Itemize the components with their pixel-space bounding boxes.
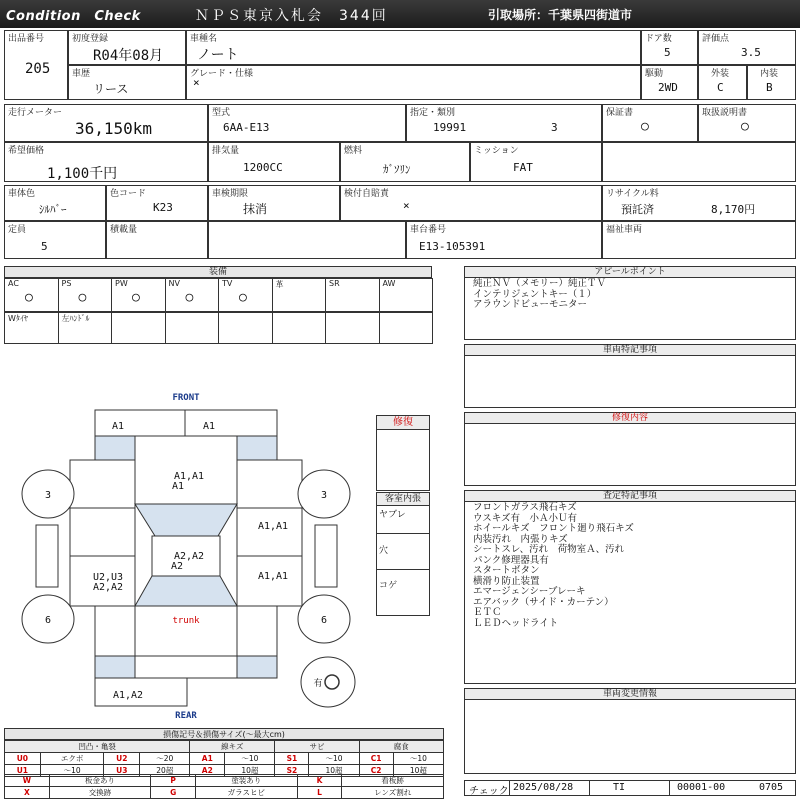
inspection-box	[208, 185, 340, 221]
legend-desc: 看板跡	[342, 775, 444, 787]
equipment-cell	[325, 312, 380, 344]
legend-desc: 〜10	[225, 753, 275, 765]
repair-detail-title: 修復内容	[465, 413, 795, 424]
drive: 2WD	[658, 81, 678, 94]
legend-row	[5, 753, 444, 765]
equipment-cell	[111, 312, 166, 344]
legend-group-row	[5, 741, 444, 753]
drive-box	[641, 65, 698, 100]
equipment-mark: ○	[132, 290, 140, 305]
model-label: 型式	[212, 108, 231, 118]
inspection: 抹消	[243, 202, 268, 216]
legend-code: P	[151, 775, 196, 787]
color: ｼﾙﾊﾞｰ	[39, 203, 67, 216]
recycle-label: リサイクル料	[606, 189, 659, 199]
equipment-cell	[111, 278, 166, 312]
repair-legend-table	[4, 774, 444, 799]
legend-desc: 20超	[140, 765, 190, 777]
equipment-cell	[165, 278, 220, 312]
welfare-box	[602, 221, 796, 259]
rear-label: REAR	[175, 711, 197, 721]
front-label: FRONT	[172, 393, 200, 403]
equipment-label: NV	[168, 279, 180, 288]
special-notes-section	[464, 344, 796, 408]
divider	[669, 781, 670, 795]
model: 6AA-E13	[223, 121, 270, 134]
appeal-section	[464, 266, 796, 340]
lot-number-box	[4, 30, 68, 100]
code2: 0705	[759, 782, 784, 793]
price-box	[4, 142, 208, 182]
insurance: ×	[403, 199, 410, 212]
cabin-title: 客室内張	[377, 493, 429, 506]
interior: B	[766, 81, 773, 94]
legend-row	[5, 787, 444, 799]
car-name-box	[186, 30, 641, 65]
legend-desc: 交換跡	[49, 787, 151, 799]
inspection-notes-text: フロントガラス飛石キズ ウスキズ有 小Ａ小Ｕ有 ホイールキズ フロント廻り飛石キズ 内装汚れ 内張りキズ シートスレ、汚れ 荷物室Ａ、汚れ パンク修理器具有 スタートボタン 横滑り防止装置 エマージェンシーブレーキ エアバック（サイド・カーテン） ＥＴＣ ＬＥＤヘッドライト	[473, 502, 634, 629]
doors-label: ドア数	[645, 34, 672, 44]
legend-code: X	[5, 787, 50, 799]
hood-damage-2: A1	[171, 481, 185, 492]
inspection-notes-title: 査定特記事項	[465, 491, 795, 502]
history: リース	[93, 82, 129, 96]
legend-code: C2	[359, 765, 393, 777]
equipment-mark: ○	[25, 290, 33, 305]
legend-code: S1	[275, 753, 309, 765]
divider	[377, 569, 429, 570]
displacement-box	[208, 142, 340, 182]
designation-label: 指定・類別	[410, 108, 456, 118]
color-code-label: 色コード	[110, 189, 147, 199]
mileage-box	[4, 104, 208, 142]
check-label: チェック	[469, 786, 509, 797]
history-box	[68, 65, 186, 100]
legend-code: S2	[275, 765, 309, 777]
mission-box	[470, 142, 602, 182]
recycle-status: 預託済	[621, 203, 654, 216]
legend-title: 損傷記号＆損傷サイズ(〜最大cm)	[4, 728, 444, 740]
mileage-label: 走行メーター	[8, 108, 63, 118]
recycle-box	[602, 185, 796, 221]
legend-code: U0	[5, 753, 41, 765]
divider	[509, 781, 510, 795]
grade: ×	[193, 76, 200, 89]
logo-text: Condition Check	[6, 9, 141, 24]
equipment-label: SR	[329, 279, 340, 288]
hood-panel	[135, 436, 237, 504]
equipment-cell	[58, 312, 113, 344]
equipment-cell	[325, 278, 380, 312]
cabin-box	[376, 492, 430, 616]
grade-label: グレード・仕様	[190, 69, 254, 79]
exterior: C	[717, 81, 724, 94]
color-code: K23	[153, 201, 173, 214]
appeal-title: アピールポイント	[465, 267, 795, 278]
history-label: 車歴	[72, 69, 91, 79]
doors-box	[641, 30, 698, 65]
grade-box	[186, 65, 641, 100]
legend-code: C1	[359, 753, 393, 765]
equipment-cell	[272, 278, 327, 312]
legend-desc: 〜10	[393, 753, 443, 765]
lot-label: 出品番号	[8, 34, 45, 44]
capacity-box	[4, 221, 106, 259]
equipment-title: 装備	[4, 266, 432, 278]
pickup-location: 引取場所：千葉県四街道市	[488, 8, 633, 22]
legend-code: U2	[104, 753, 140, 765]
equipment-label: AC	[8, 279, 19, 288]
check-footer	[464, 780, 796, 796]
load-box	[106, 221, 208, 259]
right-rear-damage: A1,A1	[257, 571, 289, 582]
warranty-label: 保証書	[606, 108, 634, 118]
special-notes-title: 車両特記事項	[465, 345, 795, 356]
repair-detail-section	[464, 412, 796, 486]
mission: FAT	[513, 161, 533, 174]
legend-code: U1	[5, 765, 41, 777]
legend-code: W	[5, 775, 50, 787]
auction-title: ＮＰＳ東京入札会 344回	[195, 8, 388, 24]
code: 00001-00	[677, 782, 726, 793]
insurance-box	[340, 185, 602, 221]
displacement: 1200CC	[243, 161, 283, 174]
first-registration-box	[68, 30, 186, 65]
welfare-label: 福祉車両	[606, 225, 643, 235]
equipment-cell	[379, 278, 434, 312]
left-damage-1: U2,U3	[92, 572, 124, 583]
legend-desc: 10超	[393, 765, 443, 777]
equipment-mark: ○	[239, 290, 247, 305]
price: 1,100千円	[47, 166, 118, 182]
legend-group: 線キズ	[190, 741, 275, 753]
score-label: 評価点	[702, 34, 730, 44]
fuel: ｶﾞｿﾘﾝ	[383, 163, 411, 176]
repair-box	[376, 415, 430, 491]
lot-number: 205	[25, 61, 51, 77]
equipment-cell	[379, 312, 434, 344]
inspection-label: 車検期限	[212, 189, 249, 199]
car-name: ノート	[197, 47, 239, 63]
inspector: TI	[613, 782, 626, 793]
score-box	[698, 30, 796, 65]
legend-desc: エクボ	[40, 753, 104, 765]
equipment-cell	[218, 312, 273, 344]
recycle-amount: 8,170円	[711, 203, 756, 216]
equipment-cell	[58, 278, 113, 312]
color-box	[4, 185, 106, 221]
chassis-label: 車台番号	[410, 225, 447, 235]
divider	[589, 781, 590, 795]
manual-box	[698, 104, 796, 142]
legend-code: G	[151, 787, 196, 799]
capacity-label: 定員	[8, 225, 27, 235]
legend-group: サビ	[275, 741, 359, 753]
capacity: 5	[41, 240, 48, 253]
title-bar	[0, 0, 800, 28]
legend-group: 凹凸・亀裂	[5, 741, 190, 753]
drive-label: 駆動	[645, 69, 664, 79]
cabin-hole: 穴	[379, 546, 389, 556]
fuel-label: 燃料	[344, 146, 363, 156]
blank-box	[602, 142, 796, 182]
equipment-label: 左ﾊﾝﾄﾞﾙ	[61, 314, 90, 323]
equipment-cell	[165, 312, 220, 344]
equipment-cell	[218, 278, 273, 312]
legend-desc: 〜10	[309, 753, 359, 765]
equipment-mark: ○	[78, 290, 87, 305]
damage-legend-table	[4, 740, 444, 777]
spare-tire-label: 有	[313, 679, 323, 689]
rear-bumper-damage: A1,A2	[112, 690, 144, 701]
fuel-box	[340, 142, 470, 182]
legend-code: A1	[190, 753, 225, 765]
manual: ○	[741, 119, 749, 134]
legend-desc: ガラスヒビ	[196, 787, 298, 799]
front-right-damage: A1	[202, 421, 216, 432]
front-left-damage: A1	[111, 421, 125, 432]
legend-desc: 〜20	[140, 753, 190, 765]
load-label: 積載量	[110, 225, 138, 235]
exterior-box	[698, 65, 747, 100]
color-label: 車体色	[8, 189, 36, 199]
trunk-label: trunk	[172, 616, 200, 626]
left-damage-2: A2,A2	[92, 582, 124, 593]
chassis-number: E13-105391	[419, 240, 486, 253]
equipment-label: PW	[115, 279, 128, 288]
change-info-title: 車両変更情報	[465, 689, 795, 700]
first-reg-label: 初度登録	[72, 34, 109, 44]
roof-damage-1: A2,A2	[173, 551, 205, 562]
equipment-label: AW	[382, 279, 396, 288]
tire-front-right: 3	[320, 490, 328, 501]
legend-code: L	[297, 787, 342, 799]
warranty: ○	[641, 119, 649, 134]
legend-desc: 10超	[225, 765, 275, 777]
change-info-section	[464, 688, 796, 774]
cabin-burn: コゲ	[379, 581, 398, 591]
cabin-tear: ヤブレ	[379, 510, 406, 520]
equipment-label: Wﾀｲﾔ	[8, 314, 28, 323]
first-registration: R04年08月	[93, 48, 164, 64]
appeal-text: 純正ＮＶ（メモリー）純正ＴＶ インテリジェントキー（１） アラウンドビューモニター	[473, 278, 607, 310]
score: 3.5	[741, 46, 761, 59]
warranty-box	[602, 104, 698, 142]
model-box	[208, 104, 406, 142]
manual-label: 取扱説明書	[702, 108, 748, 118]
doors: 5	[664, 46, 671, 59]
legend-code: A2	[190, 765, 225, 777]
tire-rear-left: 6	[44, 615, 52, 626]
repair-title: 修復	[377, 416, 429, 430]
divider	[377, 533, 429, 534]
equipment-cell	[272, 312, 327, 344]
car-name-label: 車種名	[190, 34, 218, 44]
empty-cell	[208, 221, 406, 259]
equipment-mark: ○	[185, 290, 194, 305]
equipment-cell	[4, 312, 59, 344]
mileage: 36,150km	[75, 119, 153, 138]
legend-code: U3	[104, 765, 140, 777]
tire-front-left: 3	[44, 490, 52, 501]
chassis-box	[406, 221, 602, 259]
mission-label: ミッション	[474, 146, 519, 156]
insurance-label: 検付自賠責	[344, 189, 390, 199]
inspection-notes-section	[464, 490, 796, 684]
car-damage-diagram	[0, 388, 376, 724]
legend-desc: 塗装あり	[196, 775, 298, 787]
exterior-label: 外装	[711, 69, 730, 79]
equipment-label: PS	[61, 279, 72, 288]
legend-row	[5, 775, 444, 787]
legend-group: 腐食	[359, 741, 443, 753]
designation: 19991	[433, 121, 467, 134]
roof-damage-2: A2	[170, 561, 184, 572]
equipment-label: 革	[275, 280, 284, 289]
legend-desc: 板金あり	[49, 775, 151, 787]
displacement-label: 排気量	[212, 146, 240, 156]
equipment-label: TV	[222, 279, 233, 288]
legend-desc: レンズ割れ	[342, 787, 444, 799]
designation-box	[406, 104, 602, 142]
legend-desc: 〜10	[40, 765, 104, 777]
tire-rear-right: 6	[320, 615, 328, 626]
equipment-cell	[4, 278, 59, 312]
legend-desc: 10超	[309, 765, 359, 777]
color-code-box	[106, 185, 208, 221]
hood-damage-1: A1,A1	[173, 471, 205, 482]
price-label: 希望価格	[8, 146, 45, 156]
right-front-damage: A1,A1	[257, 521, 289, 532]
category: 3	[551, 121, 558, 134]
interior-label: 内装	[760, 69, 779, 79]
check-date: 2025/08/28	[513, 782, 574, 793]
interior-box	[747, 65, 796, 100]
legend-code: K	[297, 775, 342, 787]
